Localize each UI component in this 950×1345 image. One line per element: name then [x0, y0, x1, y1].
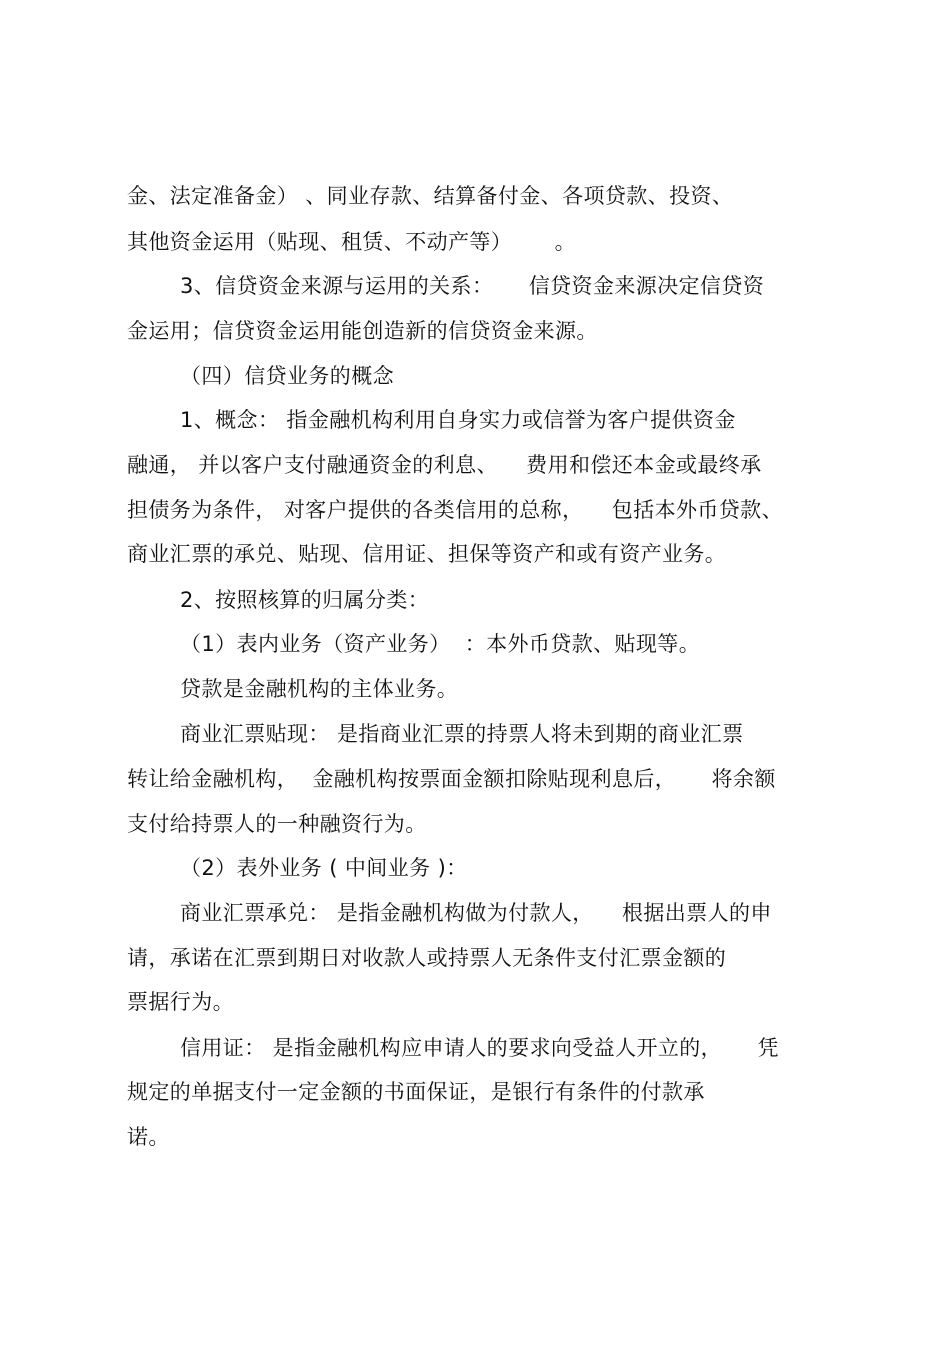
- text-line: 商业汇票的承兑、贴现、信用证、担保等资产和或有资产业务。: [127, 542, 727, 566]
- text-line: 担债务为条件， 对客户提供的各类信用的总称， 包括本外币贷款、: [127, 498, 783, 522]
- text-line: 转让给金融机构， 金融机构按票面金额扣除贴现利息后， 将余额: [127, 767, 776, 791]
- text-line: 商业汇票承兑： 是指金融机构做为付款人， 根据出票人的申: [180, 901, 772, 925]
- text-line: 贷款是金融机构的主体业务。: [180, 677, 459, 701]
- text-line: 金运用；信贷资金运用能创造新的信贷资金来源。: [127, 319, 598, 343]
- text-line: 支付给持票人的一种融资行为。: [127, 812, 427, 836]
- text-line: 金、法定准备金） 、同业存款、结算备付金、各项贷款、投资、: [127, 184, 734, 208]
- text-line: 诺。: [127, 1125, 170, 1149]
- text-line: 请，承诺在汇票到期日对收款人或持票人无条件支付汇票金额的: [127, 946, 727, 970]
- text-line: 融通， 并以客户支付融通资金的利息、 费用和偿还本金或最终承: [127, 453, 762, 477]
- text-line: 3、信贷资金来源与运用的关系： 信贷资金来源决定信贷资: [180, 274, 765, 298]
- text-line: （2）表外业务 ( 中间业务 )：: [180, 856, 468, 880]
- section-heading: （四）信贷业务的概念: [180, 364, 394, 388]
- text-line: 其他资金运用（贴现、租赁、不动产等） 。: [127, 230, 577, 254]
- text-line: （1）表内业务（资产业务） ：本外币贷款、贴现等。: [180, 632, 701, 656]
- text-line: 信用证： 是指金融机构应申请人的要求向受益人开立的， 凭: [180, 1036, 779, 1060]
- text-line: 规定的单据支付一定金额的书面保证，是银行有条件的付款承: [127, 1080, 705, 1104]
- text-line: 票据行为。: [127, 990, 234, 1014]
- text-line: 2、按照核算的归属分类：: [180, 588, 430, 612]
- text-line: 商业汇票贴现： 是指商业汇票的持票人将未到期的商业汇票: [180, 722, 744, 746]
- text-line: 1、概念： 指金融机构利用自身实力或信誉为客户提供资金: [180, 408, 736, 432]
